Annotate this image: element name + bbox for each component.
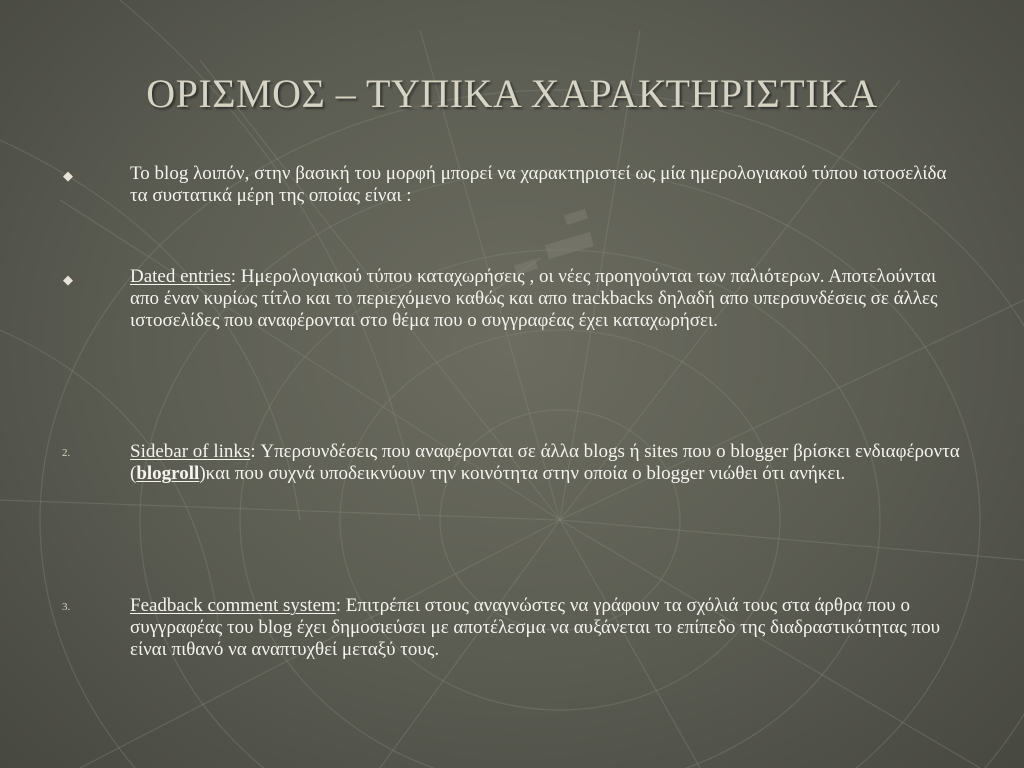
slide-title: ΟΡΙΣΜΟΣ – ΤΥΠΙΚΑ ΧΑΡΑΚΤΗΡΙΣΤΙΚΑ bbox=[146, 71, 878, 116]
list-number: 2. bbox=[62, 447, 71, 459]
term-blogroll: blogroll bbox=[136, 463, 200, 484]
bullet-diamond-icon: ◆ bbox=[63, 168, 73, 183]
sidebar-text-1: : Υπερσυνδέσεις που αναφέρονται σε άλλα blogs ή sites που ο blogger βρίσκει ενδιαφέροντα ( bbox=[130, 441, 960, 484]
list-item-dated-entries bbox=[130, 266, 960, 332]
term-dated-entries: Dated entries bbox=[130, 266, 231, 287]
list-item-feedback-system bbox=[130, 595, 960, 661]
feedback-text: : Επιτρέπει στους αναγνώστες να γράφουν τα σχόλιά τους στα άρθρα που ο συγγραφέας του blog έχει δημοσιεύσει με αποτέλεσμα να αυξάνεται το επίπεδο της διαδραστικότητας που είναι πιθανό να αναπτυχθεί μεταξύ τους. bbox=[130, 595, 940, 660]
term-sidebar-of-links: Sidebar of links bbox=[130, 441, 251, 462]
list-item-sidebar-links bbox=[130, 441, 960, 485]
dated-entries-text: : Ημερολογιακού τύπου καταχωρήσεις , οι νέες προηγούνται των παλιότερων. Αποτελούνται απο έναν κυρίως τίτλο και το περιεχόμενο καθώς και απο trackbacks δηλαδή απο υπερσυνδέσεις σε άλλες ιστοσελίδες που αναφέρονται στο θέμα που ο συγγραφέας έχει καταχωρήσει. bbox=[130, 266, 938, 331]
bullet-diamond-icon: ◆ bbox=[63, 272, 73, 287]
term-feedback-comment-system: Feadback comment system bbox=[130, 595, 336, 616]
sidebar-text-2: )και που συχνά υποδεικνύουν την κοινότητα στην οποία ο blogger νιώθει ότι ανήκει. bbox=[199, 463, 846, 484]
list-item-intro bbox=[130, 163, 960, 207]
intro-text: Το blog λοιπόν, στην βασική του μορφή μπορεί να χαρακτηριστεί ως μία ημερολογιακού τύπου ιστοσελίδα τα συστατικά μέρη της οποίας είναι : bbox=[130, 163, 947, 206]
list-number: 3. bbox=[62, 601, 71, 613]
